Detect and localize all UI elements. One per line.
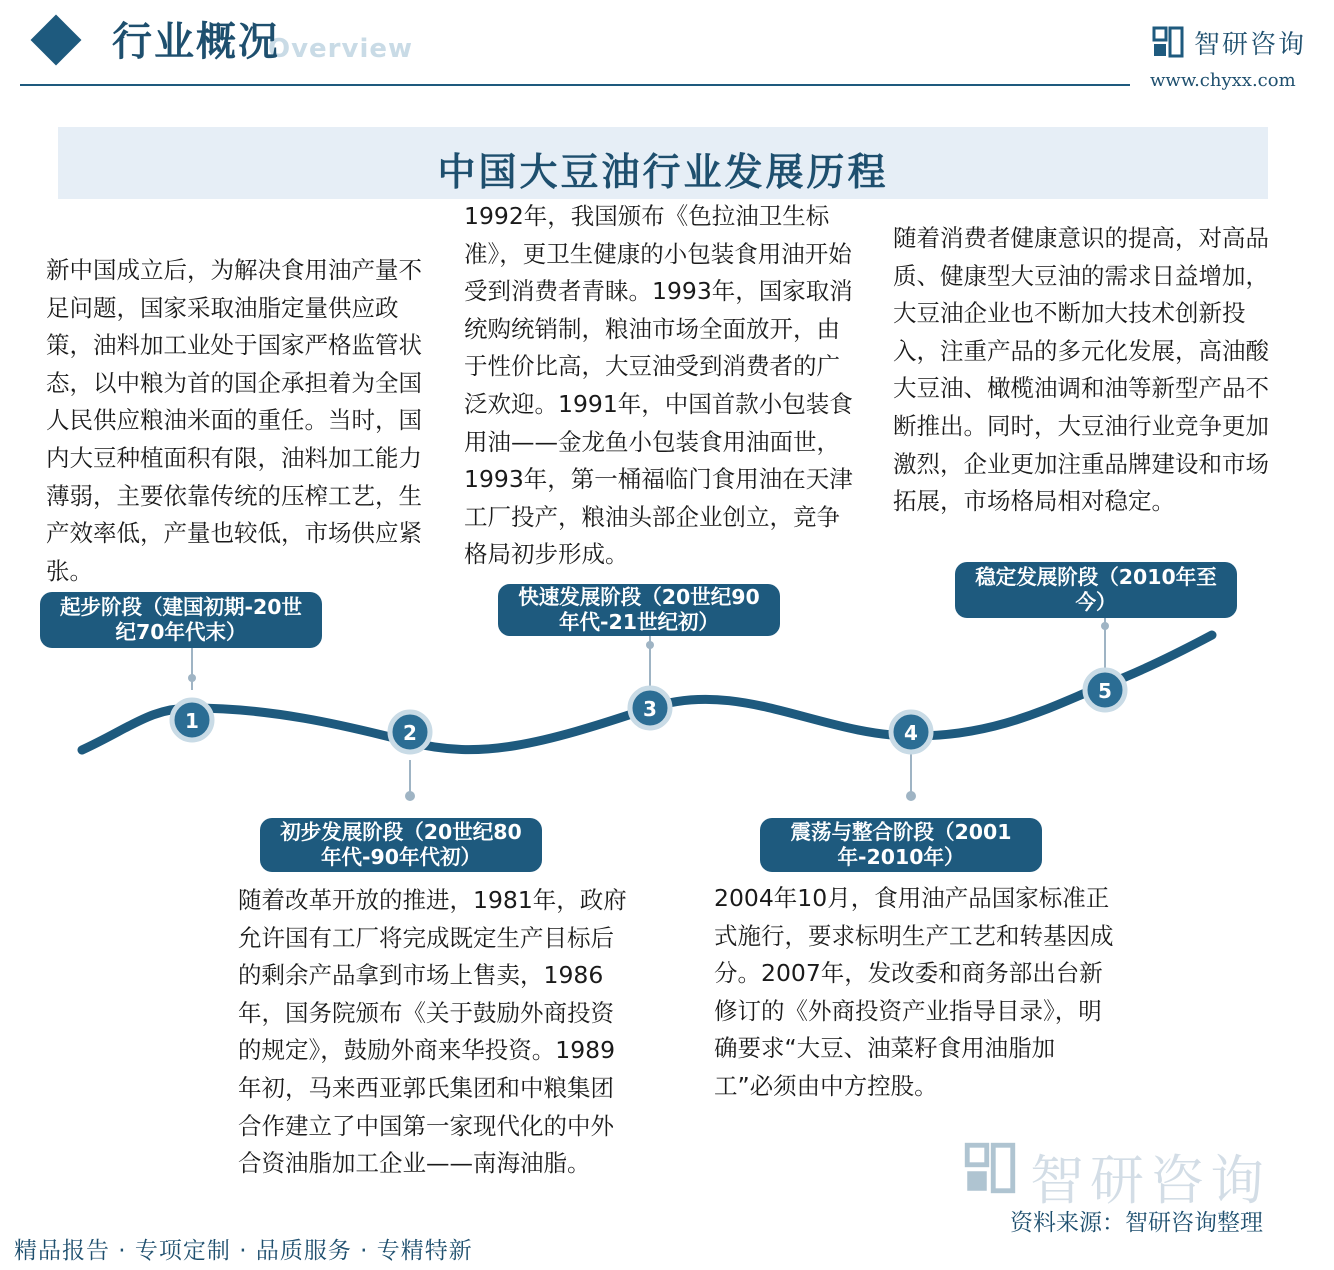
stage-1-description: 新中国成立后，为解决食用油产量不足问题，国家采取油脂定量供应政策，油料加工业处于国家严格监管状态，以中粮为首的国企承担着为全国人民供应粮油米面的重任。当时，国内大豆种植面积有限，油料加工能力薄弱，主要依靠传统的压榨工艺，生产效率低，产量也较低，市场供应紧张。 bbox=[46, 256, 422, 585]
watermark-text: 智研咨询 bbox=[1030, 1149, 1270, 1212]
stage-2-label: 初步发展阶段（20世纪80年代-90年代初） bbox=[260, 818, 542, 872]
brand-url: www.chyxx.com bbox=[1150, 70, 1296, 91]
connector-dot-2 bbox=[405, 791, 415, 801]
stage-4-description: 2004年10月，食用油产品国家标准正式施行，要求标明生产工艺和转基因成分。2007年，发改委和商务部出台新修订的《外商投资产业指导目录》，明确要求“大豆、油菜籽食用油脂加工”必须由中方控股。 bbox=[714, 884, 1114, 1100]
stage-3-description: 1992年，我国颁布《色拉油卫生标准》，更卫生健康的小包装食用油开始受到消费者青睐。1993年，国家取消统购统销制，粮油市场全面放开，由于性价比高，大豆油受到消费者的广泛欢迎。1991年，中国首款小包装食用油——金龙鱼小包装食用油面世，1993年，第一桶福临门食用油在天津工厂投产，粮油头部企业创立，竞争格局初步形成。 bbox=[464, 202, 853, 569]
node-5-number: 5 bbox=[1098, 679, 1112, 703]
diagram-title: 中国大豆油行业发展历程 bbox=[437, 149, 889, 194]
connector-dot-3 bbox=[646, 641, 654, 649]
node-1-number: 1 bbox=[185, 709, 199, 733]
node-2-number: 2 bbox=[403, 721, 417, 745]
node-5 bbox=[1085, 670, 1125, 710]
connector-dot-4 bbox=[906, 791, 916, 801]
node-2 bbox=[390, 712, 430, 752]
brand-name: 智研咨询 bbox=[1194, 30, 1307, 60]
node-4 bbox=[891, 712, 931, 752]
connector-dot-1 bbox=[188, 674, 196, 682]
stage-5-description: 随着消费者健康意识的提高，对高品质、健康型大豆油的需求日益增加，大豆油企业也不断加大技术创新投入，注重产品的多元化发展，高油酸大豆油、橄榄油调和油等新型产品不断推出。同时，大豆油行业竞争更加激烈，企业更加注重品牌建设和市场拓展，市场格局相对稳定。 bbox=[893, 224, 1269, 516]
stage-5-label: 稳定发展阶段（2010年至今） bbox=[955, 562, 1237, 618]
stage-1-label: 起步阶段（建国初期-20世纪70年代末） bbox=[40, 592, 322, 648]
stage-2-description: 随着改革开放的推进，1981年，政府允许国有工厂将完成既定生产目标后的剩余产品拿到市场上售卖，1986年，国务院颁布《关于鼓励外商投资的规定》，鼓励外商来华投资。1989年初，马来西亚郭氏集团和中粮集团合作建立了中国第一家现代化的中外合资油脂加工企业——南海油脂。 bbox=[238, 886, 627, 1178]
watermark-logo-icon bbox=[964, 1142, 1016, 1194]
stage-4-label: 震荡与整合阶段（2001年-2010年） bbox=[760, 818, 1042, 872]
connector-dot-5 bbox=[1101, 622, 1109, 630]
stage-3-label: 快速发展阶段（20世纪90年代-21世纪初） bbox=[498, 584, 780, 636]
section-title: 行业概况 bbox=[112, 19, 280, 65]
section-subtitle: Overview bbox=[268, 34, 414, 64]
node-3-number: 3 bbox=[643, 697, 657, 721]
node-1 bbox=[172, 700, 212, 740]
source-note: 资料来源：智研咨询整理 bbox=[1010, 1210, 1263, 1236]
node-3 bbox=[630, 688, 670, 728]
footer-slogan: 精品报告 · 专项定制 · 品质服务 · 专精特新 bbox=[14, 1238, 473, 1264]
node-4-number: 4 bbox=[904, 721, 918, 745]
